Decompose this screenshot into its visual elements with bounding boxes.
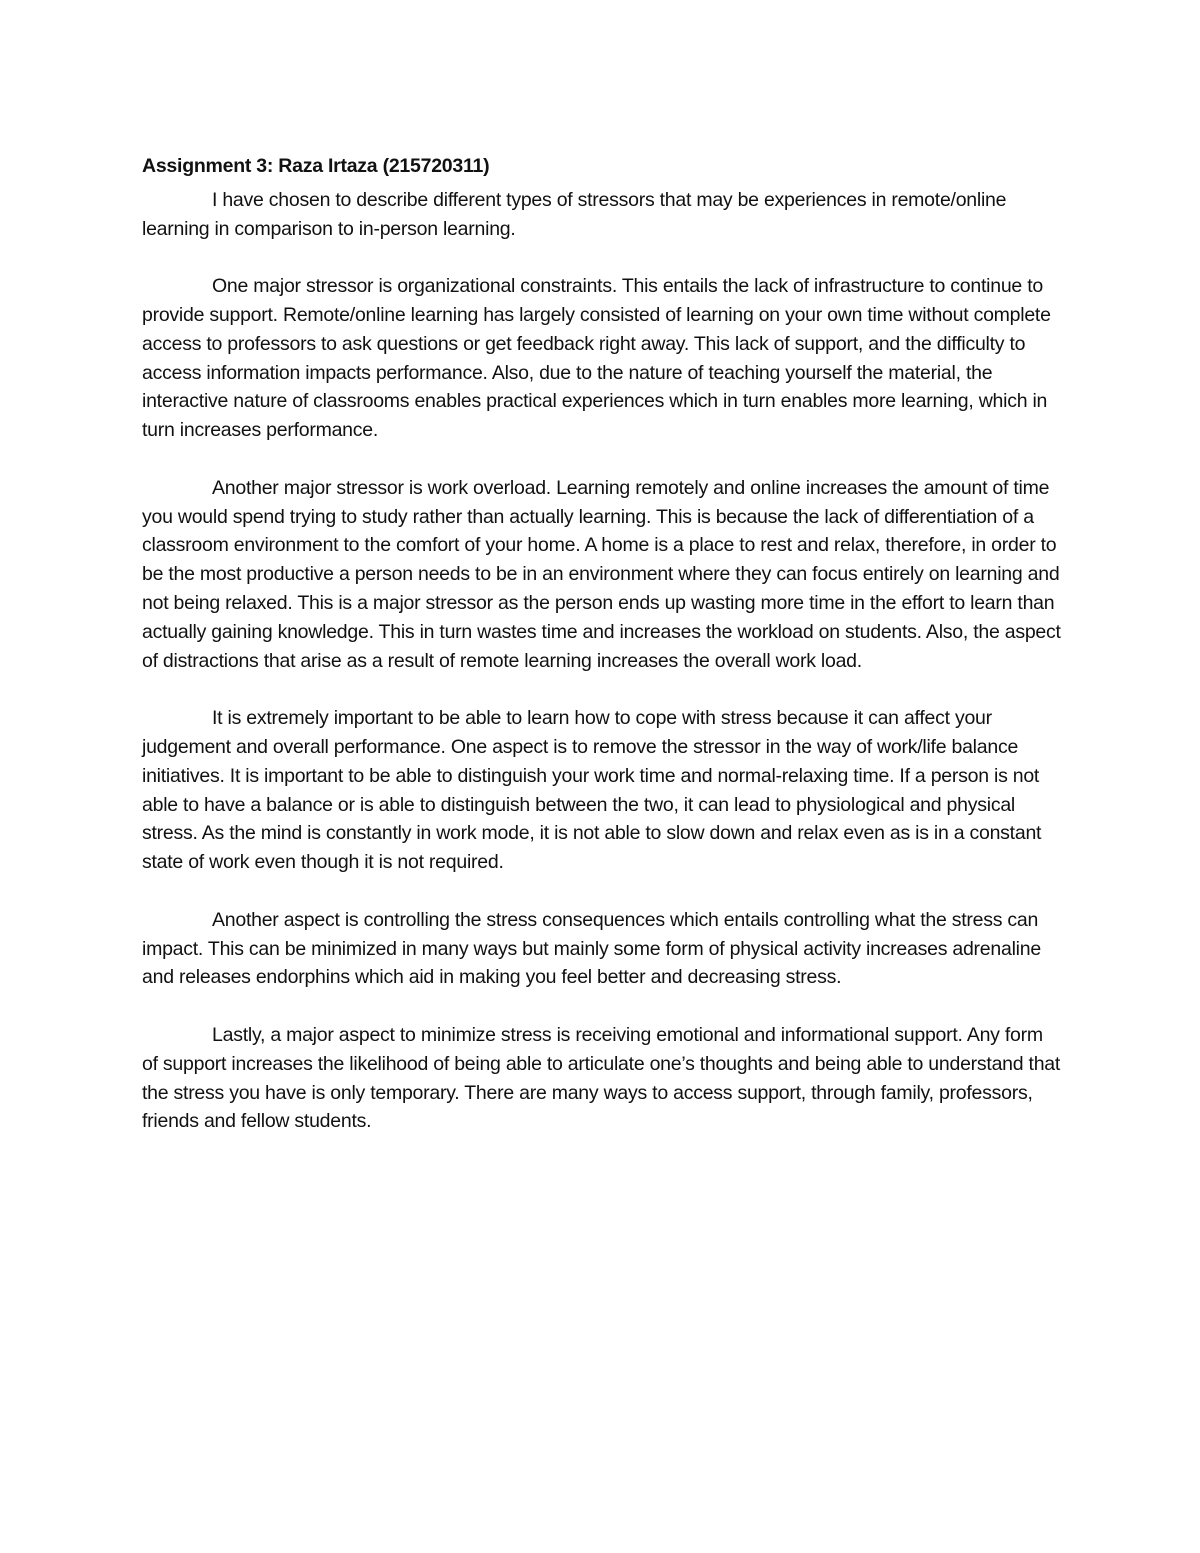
paragraph-coping-work-life-balance: It is extremely important to be able to learn how to cope with stress because it can affect your judgement and overall performance. One aspect is to remove the stressor in the way of work/life balance initiatives. It is important to be able to distinguish your work time and normal-relaxing time. If a person is not able to have a balance or is able to distinguish between the two, it can lead to physiological and physical stress. As the mind is constantly in work mode, it is not able to slow down and relax even as is in a constant state of work even though it is not required.	[142, 707, 1042, 874]
document-title: Assignment 3: Raza Irtaza (215720311)	[142, 155, 490, 177]
paragraph-organizational-constraints: One major stressor is organizational constraints. This entails the lack of infrastructure to continue to provide support. Remote/online learning has largely consisted of learning on your own time without complete access to professors to ask questions or get feedback right away. This lack of support, and the difficulty to access information impacts performance. Also, due to the nature of teaching yourself the material, the interactive nature of classrooms enables practical experiences which in turn enables more learning, which in turn increases performance.	[142, 275, 1051, 442]
paragraph-intro: I have chosen to describe different types of stressors that may be experiences in remote/online learning in comparison to in-person learning.	[142, 188, 1007, 240]
paragraph-controlling-consequences: Another aspect is controlling the stress consequences which entails controlling what the stress can impact. This can be minimized in many ways but mainly some form of physical activity increases adrenaline and releases endorphins which aid in making you feel better and decreasing stress.	[142, 908, 1041, 989]
paragraph-work-overload: Another major stressor is work overload. Learning remotely and online increases the amount of time you would spend trying to study rather than actually learning. This is because the lack of differentiation of a classroom environment to the comfort of your home. A home is a place to rest and relax, therefore, in order to be the most productive a person needs to be in an environment where they can focus entirely on learning and not being relaxed. This is a major stressor as the person ends up wasting more time in the effort to learn than actually gaining knowledge. This in turn wastes time and increases the workload on students. Also, the aspect of distractions that arise as a result of remote learning increases the overall work load.	[142, 476, 1061, 672]
paragraph-support: Lastly, a major aspect to minimize stress is receiving emotional and informational support. Any form of support increases the likelihood of being able to articulate one’s thoughts and being able to understand that the stress you have is only temporary. There are many ways to access support, through family, professors, friends and fellow students.	[142, 1023, 1061, 1133]
document-body	[142, 152, 1062, 1136]
